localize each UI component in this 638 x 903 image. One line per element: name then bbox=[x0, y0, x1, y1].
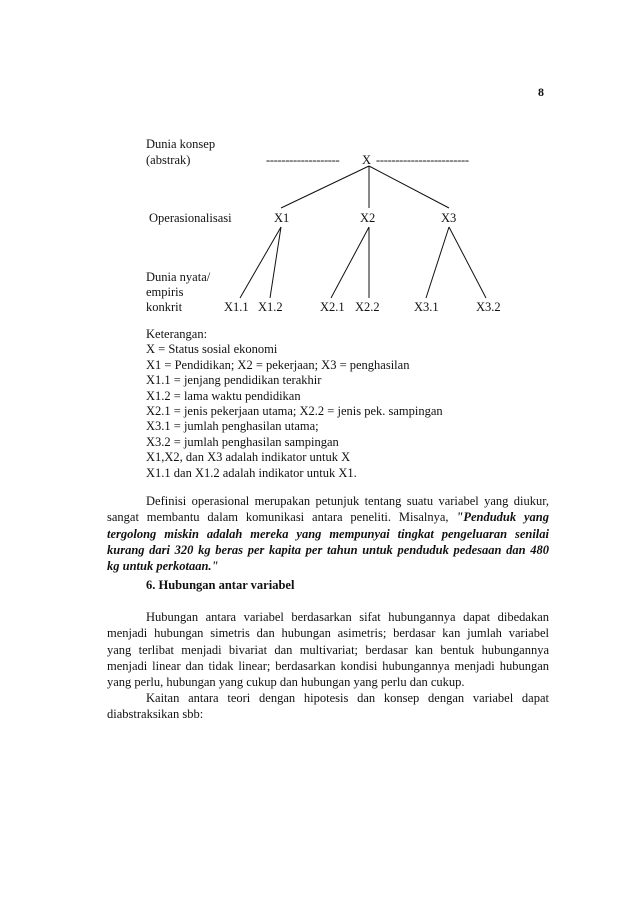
paragraph-line: yang perlu, hubungan yang cukup dan hubungan yang perlu dan cukup. bbox=[107, 675, 465, 690]
closing-paragraph bbox=[107, 690, 549, 723]
edge-x-x3 bbox=[369, 166, 449, 208]
paragraph-text: sangat membantu dalam komunikasi antara peneliti. Misalnya, bbox=[107, 510, 457, 525]
notes-line: X = Status sosial ekonomi bbox=[146, 342, 278, 357]
notes-line: X3.2 = jumlah penghasilan sampingan bbox=[146, 434, 339, 449]
notes-heading: Keterangan: bbox=[146, 327, 208, 341]
node-x1-1: X1.1 bbox=[224, 300, 249, 314]
edge-x1-x1-2 bbox=[270, 227, 281, 298]
paragraph-line: Hubungan antara variabel berdasarkan sifat hubungannya dapat dibedakan bbox=[146, 610, 549, 624]
edge-x1-x1-1 bbox=[240, 227, 281, 298]
notes-line: X2.1 = jenis pekerjaan utama; X2.2 = jenis pek. sampingan bbox=[146, 403, 443, 418]
notes-line: X1 = Pendidikan; X2 = pekerjaan; X3 = penghasilan bbox=[146, 357, 410, 372]
page-number: 8 bbox=[538, 85, 544, 99]
real-world-sublabel-2: konkrit bbox=[146, 300, 183, 314]
node-x1-2: X1.2 bbox=[258, 300, 283, 314]
node-x3-2: X3.2 bbox=[476, 300, 501, 314]
quote-emphasis-line: tergolong miskin adalah mereka yang mempunyai tingkat pengeluaran senilai bbox=[107, 526, 549, 541]
edge-x3-x3-2 bbox=[449, 227, 486, 298]
x-right-dashes: ------------------------ bbox=[376, 153, 469, 167]
real-world-label: Dunia nyata/ bbox=[146, 270, 211, 284]
edge-x2-x2-1 bbox=[331, 227, 369, 298]
node-x2-1: X2.1 bbox=[320, 300, 345, 314]
quote-emphasis: "Penduduk yang bbox=[456, 510, 549, 525]
section-heading: 6. Hubungan antar variabel bbox=[146, 578, 295, 592]
node-x3: X3 bbox=[441, 211, 457, 225]
notes-line: X3.1 = jumlah penghasilan utama; bbox=[146, 419, 319, 434]
edge-x-x1 bbox=[281, 166, 369, 208]
real-world-sublabel: empiris bbox=[146, 285, 184, 299]
paragraph-line: yang terlibat menjadi bivariat dan multivariat; berdasar kan bentuk hubungannya bbox=[107, 642, 549, 657]
node-x1: X1 bbox=[274, 211, 290, 225]
relationship-paragraph bbox=[107, 609, 549, 690]
notes-line: X1.1 = jenjang pendidikan terakhir bbox=[146, 373, 322, 388]
node-x3-1: X3.1 bbox=[414, 300, 439, 314]
quote-emphasis-line: kg untuk perkotaan." bbox=[107, 559, 219, 574]
operationalization-label: Operasionalisasi bbox=[149, 211, 232, 225]
notes-line: X1.2 = lama waktu pendidikan bbox=[146, 388, 301, 403]
node-x: X bbox=[362, 153, 372, 167]
paragraph-line: diabstraksikan sbb: bbox=[107, 707, 204, 722]
notes-block bbox=[146, 327, 586, 481]
x-left-dashes: ------------------- bbox=[266, 153, 340, 167]
node-x2: X2 bbox=[360, 211, 376, 225]
paragraph-line: menjadi hubungan simetris dan hubungan asimetris; berdasar kan jumlah variabel bbox=[107, 626, 549, 641]
quote-emphasis-line: kurang dari 320 kg beras per kapita per tahun untuk penduduk pedesaan dan 480 bbox=[107, 542, 549, 557]
paragraph-line: Definisi operasional merupakan petunjuk tentang suatu variabel yang diukur, bbox=[146, 494, 549, 508]
edge-x3-x3-1 bbox=[426, 227, 449, 298]
node-x2-2: X2.2 bbox=[355, 300, 380, 314]
notes-line: X1,X2, dan X3 adalah indikator untuk X bbox=[146, 450, 351, 465]
concept-world-label: Dunia konsep bbox=[146, 137, 216, 151]
paragraph-line: Kaitan antara teori dengan hipotesis dan konsep dengan variabel dapat bbox=[146, 691, 549, 705]
notes-line: X1.1 dan X1.2 adalah indikator untuk X1. bbox=[146, 465, 357, 480]
definition-paragraph bbox=[107, 493, 549, 574]
paragraph-line bbox=[107, 509, 549, 525]
paragraph-line: menjadi linear dan tidak linear; berdasarkan kondisi hubungannya menjadi hubungan bbox=[107, 658, 549, 673]
concept-world-sublabel: (abstrak) bbox=[146, 153, 191, 167]
